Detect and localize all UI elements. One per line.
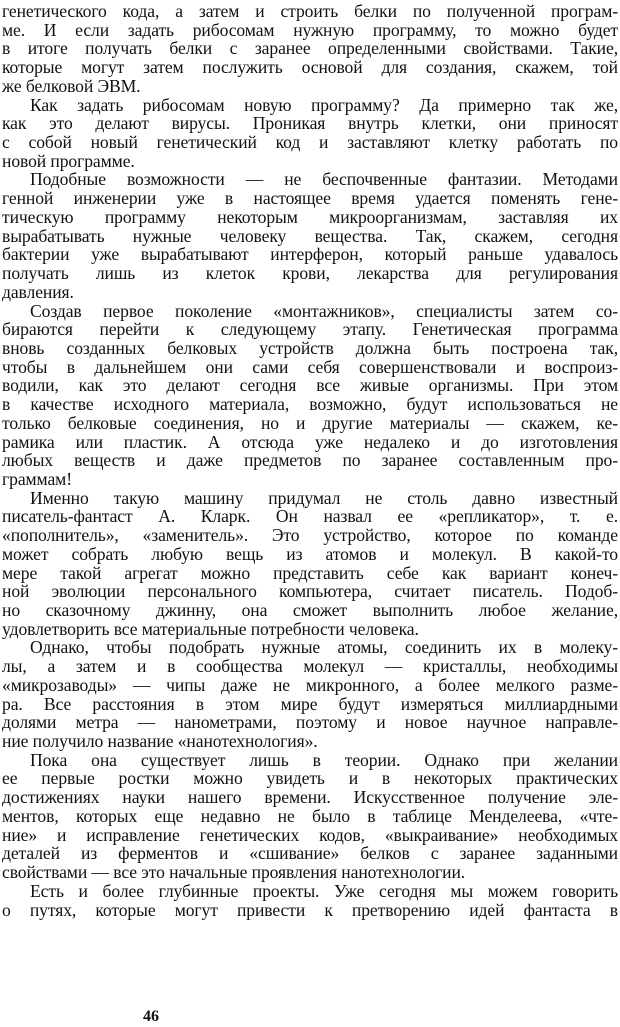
text-line: водили, как это делают сегодня все живые организмы. При этом <box>2 375 618 396</box>
text-line: «микрозаводы» — чипы даже не микронного, а более мелкого разме- <box>2 674 618 695</box>
text-line: Подобные возможности — не беспочвенные фантазии. Методами <box>30 169 618 190</box>
text-line: давления. <box>2 281 74 302</box>
text-line: любых веществ и даже предметов по заранее составленным про- <box>2 450 618 471</box>
text-line: Пока она существует лишь в теории. Однако при желании <box>30 749 618 770</box>
text-line: вновь созданных белковых устройств должна быть построена так, <box>2 337 618 358</box>
text-line: бираются перейти к следующему этапу. Генетическая программа <box>2 319 618 340</box>
text-line: Есть и более глубинные проекты. Уже сегодня мы можем говорить <box>30 880 618 901</box>
text-line: новой программе. <box>2 150 135 171</box>
paragraph <box>2 2 618 96</box>
text-line: только белковые соединения, но и другие материалы — скажем, ке- <box>2 412 618 433</box>
text-line: ной эволюции персонального компьютера, считает писатель. Подоб- <box>2 581 618 602</box>
text-line: но сказочному джинну, она сможет выполнить любое желание, <box>2 600 618 620</box>
text-line: Однако, чтобы подобрать нужные атомы, соединить их в молеку- <box>30 637 618 658</box>
text-line: ее первые ростки можно увидеть и в некоторых практических <box>2 768 618 789</box>
text-line: которые могут затем послужить основой для создания, скажем, той <box>2 57 618 78</box>
text-line: же белковой ЭВМ. <box>2 75 141 96</box>
paragraph <box>2 302 618 489</box>
text-line: Создав первое поколение «монтажников», специалисты затем со- <box>30 300 618 321</box>
text-line: бактерии уже вырабатывают интерферон, который раньше удавалось <box>2 244 618 265</box>
text-line: долями метра — нанометрами, поэтому и новое научное направле- <box>2 712 618 733</box>
text-line: удовлетворить все материальные потребности человека. <box>2 618 419 639</box>
text-line: ра. Все расстояния в этом мире будут измеряться миллиардными <box>2 693 618 714</box>
page-number: 46 <box>143 1008 159 1025</box>
text-line: о путях, которые могут привести к претворению идей фантаста в <box>2 899 618 920</box>
text-line: вырабатывать нужные человеку вещества. Так, скажем, сегодня <box>2 225 618 246</box>
text-line: граммам! <box>2 468 72 489</box>
text-line: получать лишь из клеток крови, лекарства для регулирования <box>2 263 618 284</box>
text-line: Именно такую машину придумал не столь давно известный <box>30 487 618 508</box>
paragraph <box>2 96 618 171</box>
text-line: ние» и исправление генетических кодов, «выкраивание» необходимых <box>2 824 618 845</box>
paragraph <box>2 638 618 750</box>
text-line: ме. И если задать рибосомам нужную программу, то можно будет <box>2 19 618 40</box>
body-text <box>2 2 618 919</box>
text-line: достижениях науки нашего времени. Искусственное получение эле- <box>2 787 618 808</box>
paragraph <box>2 882 618 919</box>
paragraph <box>2 751 618 882</box>
text-line: лы, а затем и в сообщества молекул — кристаллы, необходимы <box>2 656 618 677</box>
text-line: ментов, которых еще недавно не было в таблице Менделеева, «чте- <box>2 805 618 826</box>
text-line: тическую программу некоторым микроорганизмам, заставляя их <box>2 206 618 227</box>
text-line: свойствами — все это начальные проявления нанотехнологии. <box>2 862 466 883</box>
paragraph <box>2 170 618 301</box>
text-line: генетического кода, а затем и строить белки по полученной програм- <box>2 1 618 21</box>
text-line: генной инженерии уже в настоящее время удается поменять гене- <box>2 188 618 209</box>
text-line: может собрать любую вещь из атомов и молекул. В какой-то <box>2 543 618 564</box>
text-line: писатель-фантаст А. Кларк. Он назвал ее «репликатор», т. е. <box>2 506 618 527</box>
text-line: мере такой агрегат можно представить себе как вариант конеч- <box>2 562 618 583</box>
text-line: ние получило название «нанотехнология». <box>2 731 318 752</box>
paragraph <box>2 489 618 639</box>
text-line: рамика или пластик. А отсюда уже недалеко и до изготовления <box>2 431 618 452</box>
text-line: чтобы в дальнейшем они сами себя совершенствовали и воспроиз- <box>2 356 618 377</box>
text-line: в итоге получать белки с заранее определенными свойствами. Такие, <box>2 38 618 59</box>
text-line: в качестве исходного материала, возможно, будут использоваться не <box>2 394 618 415</box>
text-line: Как задать рибосомам новую программу? Да примерно так же, <box>30 94 618 115</box>
text-line: деталей из ферментов и «сшивание» белков с заранее заданными <box>2 843 618 864</box>
text-line: как это делают вирусы. Проникая внутрь клетки, они приносят <box>2 113 618 134</box>
text-line: «пополнитель», «заменитель». Это устройство, которое по команде <box>2 525 618 546</box>
text-line: с собой новый генетический код и заставляют клетку работать по <box>2 132 618 153</box>
